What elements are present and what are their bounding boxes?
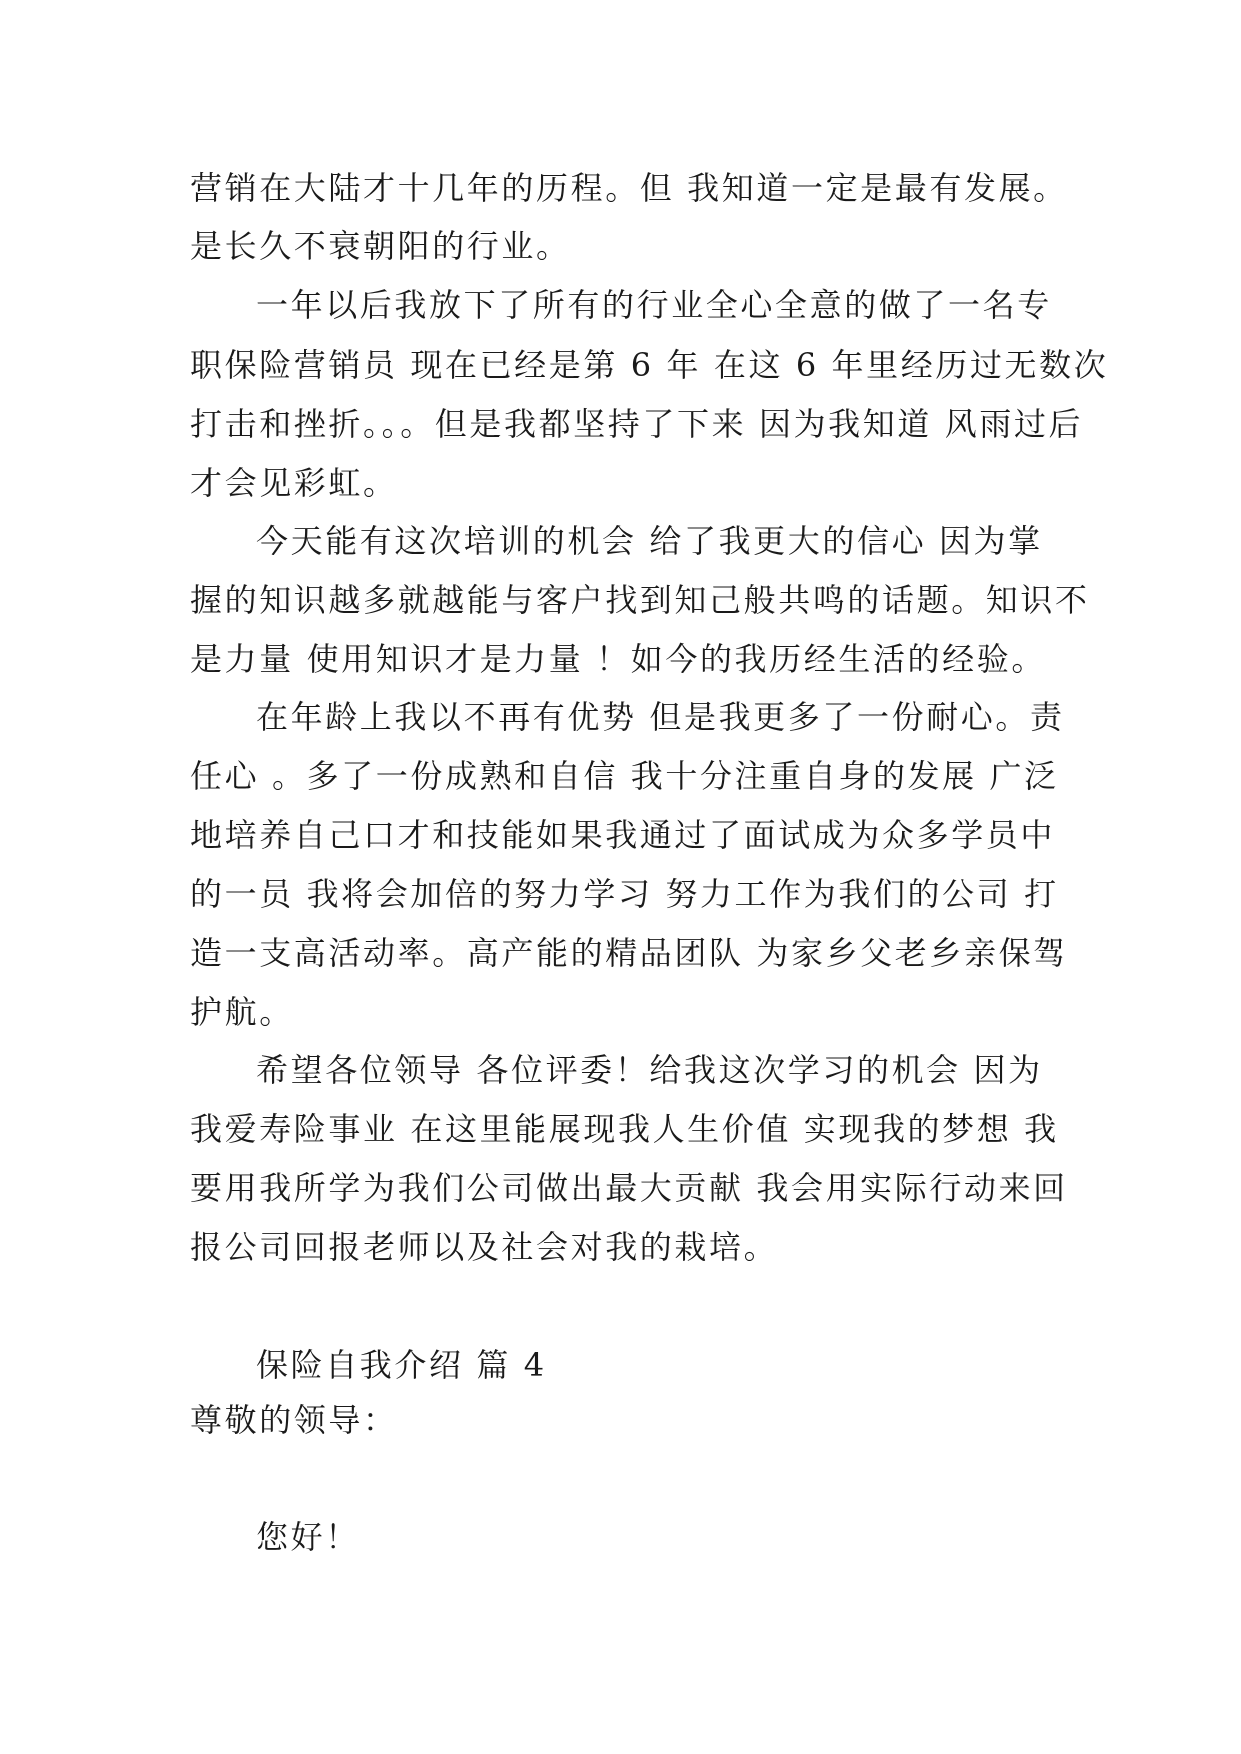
paragraph-line: 的一员 我将会加倍的努力学习 努力工作为我们的公司 打 <box>190 875 1059 913</box>
paragraph-line: 在年龄上我以不再有优势 但是我更多了一份耐心。责 <box>256 698 1065 736</box>
paragraph-line: 希望各位领导 各位评委！给我这次学习的机会 因为 <box>256 1051 1043 1089</box>
paragraph-line: 才会见彩虹。 <box>190 464 398 502</box>
greeting: 您好！ <box>256 1518 360 1556</box>
paragraph-line: 是长久不衰朝阳的行业。 <box>190 227 571 265</box>
paragraph-line: 职保险营销员 现在已经是第 6 年 在这 6 年里经历过无数次 <box>190 346 1109 384</box>
paragraph-line: 要用我所学为我们公司做出最大贡献 我会用实际行动来回 <box>190 1169 1068 1207</box>
paragraph-line: 今天能有这次培训的机会 给了我更大的信心 因为掌 <box>256 522 1043 560</box>
paragraph-line: 打击和挫折。。。但是我都坚持了下来 因为我知道 风雨过后 <box>190 405 1084 443</box>
paragraph-line: 造一支高活动率。高产能的精品团队 为家乡父老乡亲保驾 <box>190 934 1068 972</box>
paragraph-line: 一年以后我放下了所有的行业全心全意的做了一名专 <box>256 286 1052 324</box>
paragraph-line: 握的知识越多就越能与客户找到知己般共鸣的话题。知识不 <box>190 581 1090 619</box>
paragraph-line: 我爱寿险事业 在这里能展现我人生价值 实现我的梦想 我 <box>190 1110 1059 1148</box>
paragraph-line: 报公司回报老师以及社会对我的栽培。 <box>190 1228 779 1266</box>
paragraph-line: 地培养自己口才和技能如果我通过了面试成为众多学员中 <box>190 816 1056 854</box>
paragraph-line: 是力量 使用知识才是力量 ！如今的我历经生活的经验。 <box>190 640 1046 678</box>
paragraph-line: 护航。 <box>190 993 294 1031</box>
paragraph-line: 营销在大陆才十几年的历程。但 我知道一定是最有发展。 <box>190 169 1068 207</box>
section-heading: 保险自我介绍 篇 4 <box>256 1346 547 1384</box>
paragraph-line: 任心 。多了一份成熟和自信 我十分注重自身的发展 广泛 <box>190 757 1059 795</box>
salutation: 尊敬的领导： <box>190 1401 398 1439</box>
